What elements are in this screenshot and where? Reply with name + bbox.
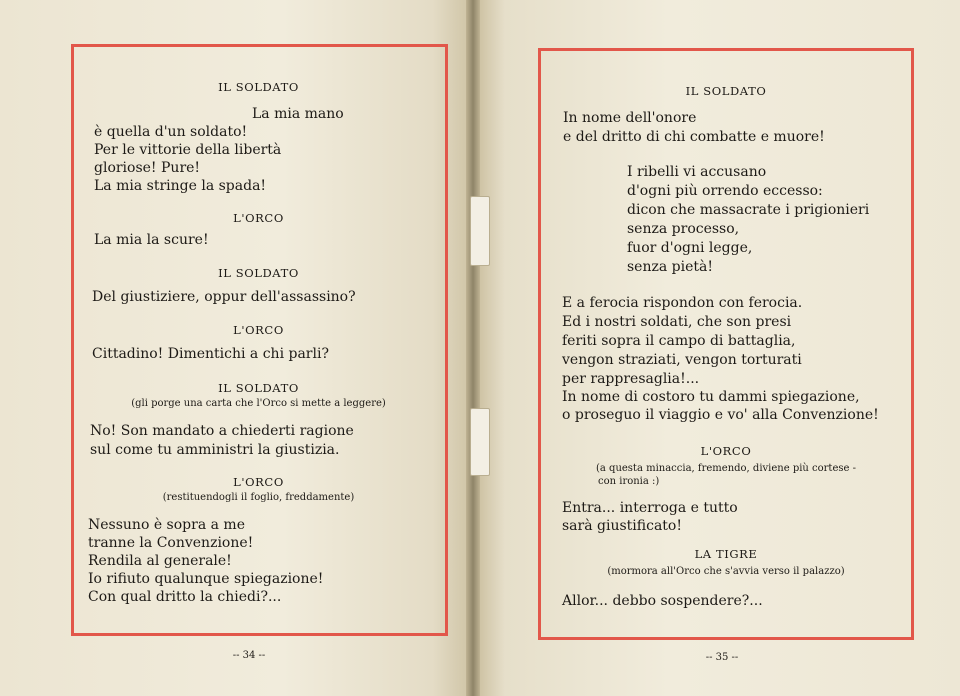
verse-line: senza pietà!	[627, 259, 713, 275]
verse-line: E a ferocia rispondon con ferocia.	[562, 295, 803, 311]
verse-line: Per le vittorie della libertà	[94, 142, 282, 158]
speaker-label: IL SOLDATO	[218, 266, 299, 280]
speaker-label: LA TIGRE	[694, 547, 758, 561]
speaker-label: IL SOLDATO	[218, 80, 299, 94]
page-number: -- 34 --	[232, 650, 266, 661]
verse-line: e del dritto di chi combatte e muore!	[563, 129, 825, 145]
verse-line: per rappresaglia!...	[562, 371, 700, 387]
verse-line: Nessuno è sopra a me	[88, 517, 245, 533]
page-number: -- 35 --	[705, 652, 739, 663]
verse-line: fuor d'ogni legge,	[627, 240, 753, 256]
binding-tab	[470, 196, 490, 266]
speaker-label: IL SOLDATO	[685, 84, 767, 98]
verse-line: Rendila al generale!	[88, 553, 232, 569]
verse-line: La mia stringe la spada!	[94, 178, 267, 194]
verse-line: Del giustiziere, oppur dell'assassino?	[92, 289, 356, 305]
verse-line: dicon che massacrate i prigionieri	[627, 202, 870, 218]
binding-tab	[470, 408, 490, 476]
verse-line: In nome dell'onore	[563, 110, 697, 126]
verse-line: sarà giustificato!	[562, 518, 682, 534]
verse-line: vengon straziati, vengon torturati	[562, 352, 802, 368]
verse-line: Entra... interroga e tutto	[562, 500, 738, 516]
verse-line: senza processo,	[627, 221, 740, 237]
verse-line: Cittadino! Dimentichi a chi parli?	[92, 346, 329, 362]
stage-direction: (mormora all'Orco che s'avvia verso il palazzo)	[607, 566, 845, 577]
stage-direction: (gli porge una carta che l'Orco si mette a leggere)	[131, 398, 386, 409]
speaker-label: L'ORCO	[233, 323, 284, 337]
verse-line: Ed i nostri soldati, che son presi	[562, 314, 792, 330]
speaker-label: L'ORCO	[700, 444, 752, 458]
speaker-label: IL SOLDATO	[218, 381, 299, 395]
stage-direction: (a questa minaccia, fremendo, diviene più cortese -	[596, 463, 856, 474]
book-spine	[466, 0, 480, 696]
verse-line: No! Son mandato a chiederti ragione	[90, 423, 354, 439]
verse-line: feriti sopra il campo di battaglia,	[562, 333, 796, 349]
verse-line: tranne la Convenzione!	[88, 535, 254, 551]
verse-line: d'ogni più orrendo eccesso:	[627, 183, 823, 199]
verse-line: è quella d'un soldato!	[94, 124, 248, 140]
stage-direction: (restituendogli il foglio, freddamente)	[162, 492, 355, 503]
stage-direction: con ironia :)	[598, 476, 660, 487]
speaker-label: L'ORCO	[233, 475, 284, 489]
verse-line: Io rifiuto qualunque spiegazione!	[88, 571, 324, 587]
verse-line: Allor... debbo sospendere?...	[562, 593, 763, 609]
verse-line: sul come tu amministri la giustizia.	[90, 442, 340, 458]
verse-line: La mia la scure!	[94, 232, 209, 248]
verse-line: I ribelli vi accusano	[627, 164, 767, 180]
verse-line: La mia mano	[252, 106, 344, 122]
verse-line: Con qual dritto la chiedi?...	[88, 589, 282, 605]
verse-line: In nome di costoro tu dammi spiegazione,	[562, 389, 860, 405]
speaker-label: L'ORCO	[233, 211, 284, 225]
verse-line: o proseguo il viaggio e vo' alla Convenzione!	[562, 407, 879, 423]
verse-line: gloriose! Pure!	[94, 160, 201, 176]
